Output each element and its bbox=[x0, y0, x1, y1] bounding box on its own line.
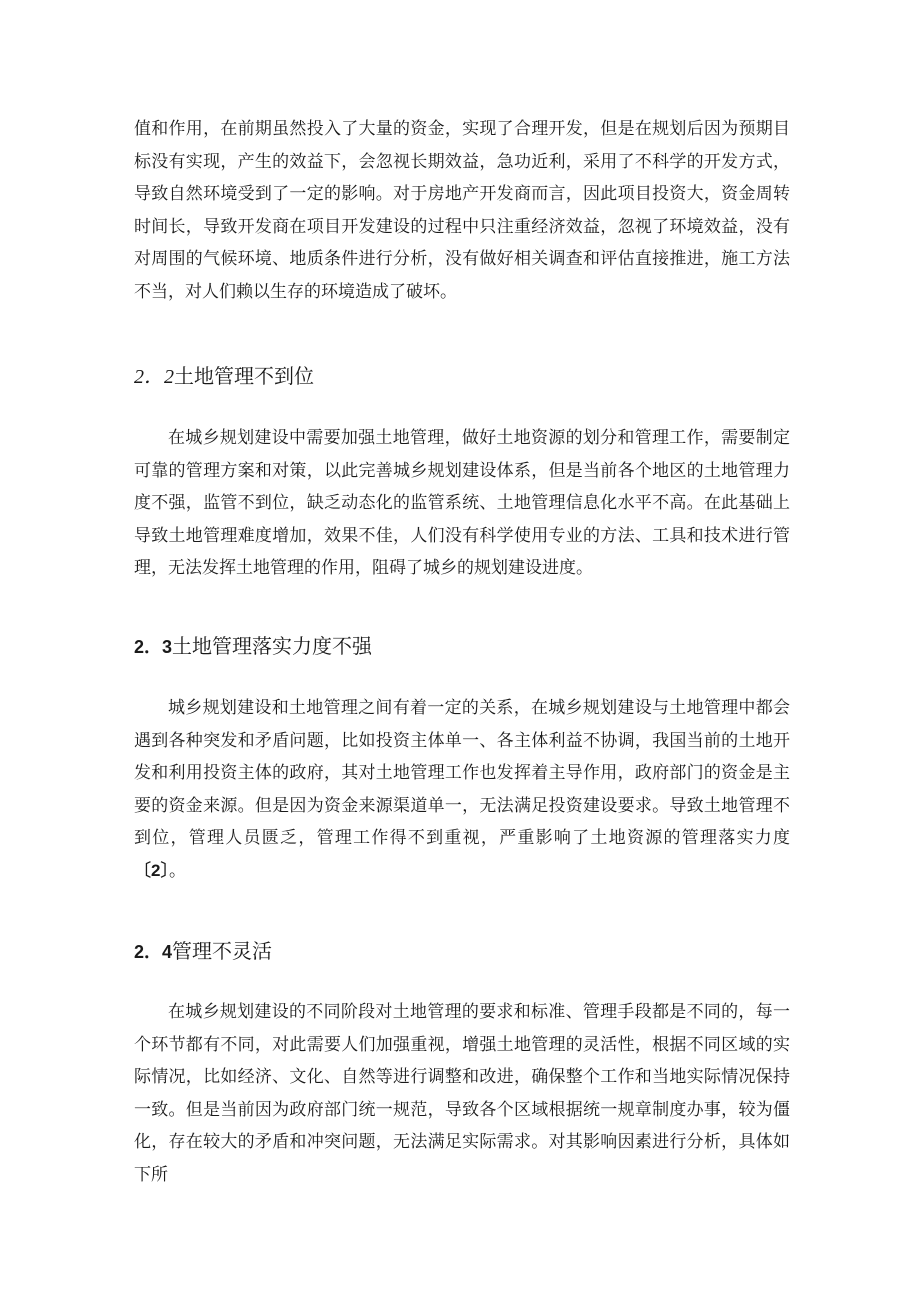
citation-reference: 〔2〕 bbox=[134, 860, 169, 880]
paragraph-text: 城乡规划建设和土地管理之间有着一定的关系，在城乡规划建设与土地管理中都会遇到各种突发和矛盾问题，比如投资主体单一、各主体利益不协调，我国当前的土地开发和利用投资主体的政府，其对土地管理工作也发挥着主导作用，政府部门的资金是主要的资金来源。但是因为资金来源渠道单一，无法满足投资建设要求。导致土地管理不到位，管理人员匮乏，管理工作得不到重视，严重影响了土地资源的管理落实力度 bbox=[134, 698, 790, 848]
section-number: 2．4 bbox=[134, 942, 173, 962]
section-title: 管理不灵活 bbox=[172, 939, 273, 963]
section-heading-2-4 bbox=[134, 937, 272, 966]
paragraph-land-management: 在城乡规划建设中需要加强土地管理，做好土地资源的划分和管理工作，需要制定可靠的管理方案和对策，以此完善城乡规划建设体系，但是当前各个地区的土地管理力度不强，监管不到位，缺乏动态化的监管系统、土地管理信息化水平不高。在此基础上导致土地管理难度增加，效果不佳，人们没有科学使用专业的方法、工具和技术进行管理，无法发挥土地管理的作用，阻碍了城乡的规划建设进度。 bbox=[134, 428, 790, 578]
paragraph-end: 。 bbox=[168, 860, 186, 881]
paragraph-implementation bbox=[134, 692, 790, 887]
section-number: 2．2 bbox=[134, 366, 174, 388]
section-heading-2-3 bbox=[134, 632, 372, 661]
paragraph-flexibility: 在城乡规划建设的不同阶段对土地管理的要求和标准、管理手段都是不同的，每一个环节都有不同，对此需要人们加强重视，增强土地管理的灵活性，根据不同区域的实际情况，比如经济、文化、自然等进行调整和改进，确保整个工作和当地实际情况保持一致。但是当前因为政府部门统一规范，导致各个区域根据统一规章制度办事，较为僵化，存在较大的矛盾和冲突问题，无法满足实际需求。对其影响因素进行分析，具体如下所 bbox=[134, 1002, 790, 1185]
section-heading-2-2 bbox=[134, 362, 314, 391]
paragraph-continued: 值和作用，在前期虽然投入了大量的资金，实现了合理开发，但是在规划后因为预期目标没有实现，产生的效益下，会忽视长期效益，急功近利，采用了不科学的开发方式，导致自然环境受到了一定的影响。对于房地产开发商而言，因此项目投资大，资金周转时间长，导致开发商在项目开发建设的过程中只注重经济效益，忽视了环境效益，没有对周围的气候环境、地质条件进行分析，没有做好相关调查和评估直接推进，施工方法不当，对人们赖以生存的环境造成了破坏。 bbox=[134, 119, 790, 302]
section-title: 土地管理不到位 bbox=[174, 364, 314, 388]
section-title: 土地管理落实力度不强 bbox=[172, 634, 373, 658]
section-number: 2．3 bbox=[134, 637, 173, 657]
